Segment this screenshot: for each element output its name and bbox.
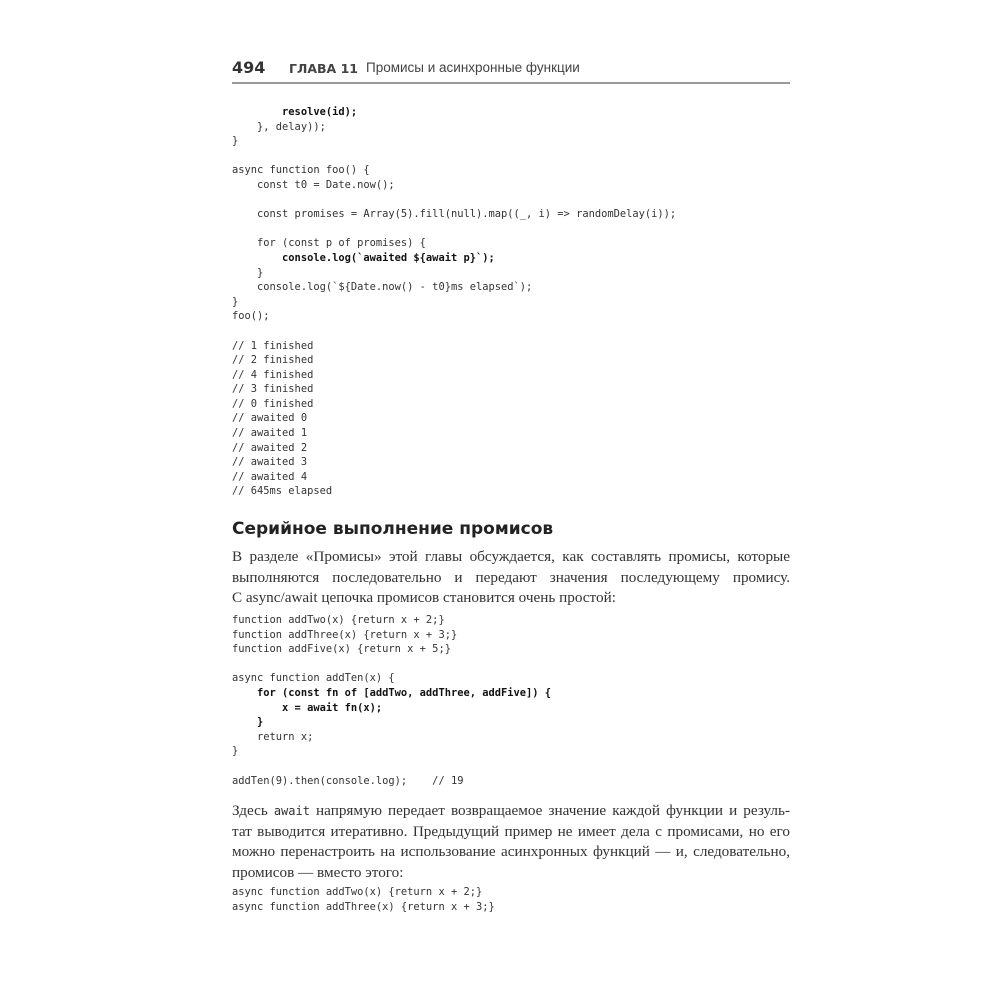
paragraph-line: можно перенастроить на использование асинхронных функций — и, следовательно, — [232, 843, 790, 861]
header-rule — [232, 82, 790, 84]
code-line: async function addThree(x) {return x + 3;} — [232, 900, 495, 913]
code-line: return x; — [232, 730, 314, 743]
code-line: x = await fn(x); — [232, 701, 383, 714]
code-line: // awaited 2 — [232, 441, 308, 454]
paragraph-explanation — [232, 801, 790, 883]
code-line: function addThree(x) {return x + 3;} — [232, 628, 458, 641]
code-line: addTen(9).then(console.log); // 19 — [232, 774, 464, 787]
code-line: function addFive(x) {return x + 5;} — [232, 643, 451, 656]
paragraph-line: В разделе «Промисы» этой главы обсуждается, как составлять промисы, которые — [232, 548, 790, 565]
code-block-async-adders — [232, 885, 495, 914]
code-line: }, delay)); — [232, 120, 326, 133]
paragraph-line: тат выводится итеративно. Предыдущий пример не имеет дела с промисами, но его — [232, 822, 790, 840]
running-header — [232, 58, 790, 82]
code-line: function addTwo(x) {return x + 2;} — [232, 614, 445, 626]
code-block-addten — [232, 613, 551, 788]
code-line: // awaited 0 — [232, 412, 308, 425]
code-line: } — [232, 295, 239, 308]
text: напрямую передает возвращаемое значение каждой функции и резуль- — [309, 802, 790, 819]
code-line: // 4 finished — [232, 368, 314, 381]
code-line: } — [232, 716, 264, 729]
code-line: resolve(id); — [232, 106, 358, 118]
inline-code: await — [273, 804, 310, 818]
paragraph-line — [232, 801, 790, 822]
code-line: console.log(`awaited ${await p}`); — [232, 251, 495, 264]
paragraph-line: С async/await цепочка промисов становится очень простой: — [232, 589, 616, 607]
code-line: const t0 = Date.now(); — [232, 178, 395, 191]
paragraph-line: выполняются последовательно и передают значения последующему промису. — [232, 568, 790, 586]
code-line: // 1 finished — [232, 339, 314, 352]
code-line: foo(); — [232, 310, 270, 323]
text: Здесь — [232, 802, 274, 819]
code-line: } — [232, 135, 239, 148]
code-line: const promises = Array(5).fill(null).map((_, i) => randomDelay(i)); — [232, 208, 677, 221]
code-line: // 645ms elapsed — [232, 485, 333, 498]
code-line: // awaited 4 — [232, 470, 308, 483]
code-block-foo — [232, 105, 676, 499]
code-line: // 2 finished — [232, 354, 314, 367]
code-line: async function addTen(x) { — [232, 672, 395, 685]
code-line: // awaited 3 — [232, 456, 308, 469]
chapter-title: Промисы и асинхронные функции — [366, 60, 580, 75]
code-line: for (const fn of [addTwo, addThree, addFive]) { — [232, 686, 552, 699]
code-line: // 3 finished — [232, 383, 314, 396]
code-line: } — [232, 266, 264, 279]
paragraph-line: промисов — вместо этого: — [232, 863, 404, 881]
chapter-label: ГЛАВА 11 — [289, 61, 358, 76]
code-line: async function addTwo(x) {return x + 2;} — [232, 886, 483, 898]
page-number: 494 — [232, 58, 266, 77]
code-line: // awaited 1 — [232, 427, 308, 440]
code-line: for (const p of promises) { — [232, 237, 426, 250]
code-line: } — [232, 745, 239, 758]
paragraph-intro — [232, 547, 790, 609]
code-line: async function foo() { — [232, 164, 370, 177]
code-line: // 0 finished — [232, 397, 314, 410]
code-line: console.log(`${Date.now() - t0}ms elapsed`); — [232, 281, 533, 294]
section-heading: Серийное выполнение промисов — [232, 519, 554, 539]
